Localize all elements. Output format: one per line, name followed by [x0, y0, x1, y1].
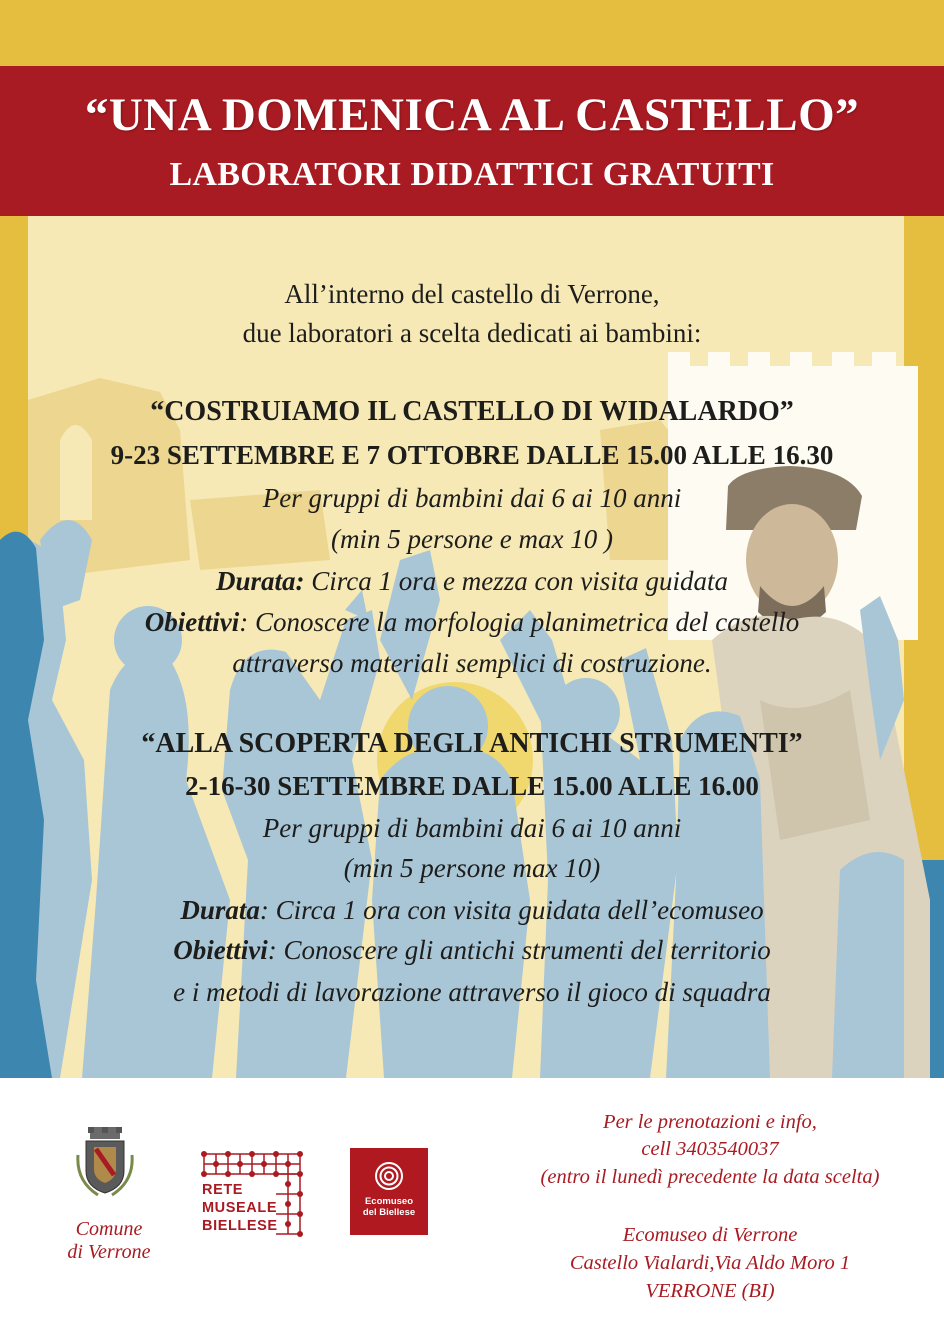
workshop-2-duration-text: : Circa 1 ora con visita guidata dell’ecomuseo [259, 895, 764, 925]
workshop-1-duration-text: Circa 1 ora e mezza con visita guidata [304, 566, 728, 596]
ecomuseo-spiral-icon [374, 1161, 404, 1191]
workshop-2-size: (min 5 persone max 10) [343, 853, 601, 883]
rete-label-line-1: RETE [202, 1182, 244, 1198]
contact-city: VERRONE (BI) [645, 1280, 775, 1302]
workshop-1-dates: 9-23 SETTEMBRE E 7 OTTOBRE DALLE 15.00 ALLE 16.30 [110, 440, 834, 470]
workshop-2-audience: Per gruppi di bambini dai 6 ai 10 anni [262, 813, 682, 843]
comune-crest-icon [74, 1125, 136, 1205]
ecomuseo-label-line-1: Ecomuseo [364, 1196, 414, 1207]
ecomuseo-label-line-2: del Biellese [362, 1207, 416, 1218]
workshop-2-dates: 2-16-30 SETTEMBRE DALLE 15.00 ALLE 16.00 [185, 771, 759, 801]
workshop-2-goals-text: : Conoscere gli antichi strumenti del territorio [267, 935, 771, 965]
workshop-2-goals-label: Obiettivi [173, 935, 268, 965]
workshop-1-goals-label: Obiettivi [144, 607, 240, 637]
contact-line-1: Per le prenotazioni e info, [603, 1111, 817, 1133]
rete-label-line-2: MUSEALE [202, 1200, 278, 1216]
workshop-1-goals-line-2: attraverso materiali semplici di costruzione. [232, 648, 712, 678]
workshop-2-goals [0, 935, 944, 966]
poster-subtitle: LABORATORI DIDATTICI GRATUITI [169, 156, 775, 193]
intro-line-1: All’interno del castello di Verrone, [284, 279, 660, 309]
contact-venue: Ecomuseo di Verrone [622, 1224, 798, 1246]
workshop-1-goals-text: : Conoscere la morfologia planimetrica del castello [239, 607, 800, 637]
workshop-1-size: (min 5 persone e max 10 ) [331, 524, 613, 554]
rete-label-line-3: BIELLESE [202, 1218, 278, 1234]
workshop-2-goals-line-2: e i metodi di lavorazione attraverso il gioco di squadra [173, 977, 771, 1007]
comune-name-line-2: di Verrone [67, 1241, 151, 1263]
workshop-2-duration [0, 895, 944, 926]
intro-line-2: due laboratori a scelta dedicati ai bambini: [242, 318, 702, 348]
header-band [0, 66, 944, 216]
workshop-1-goals [0, 607, 944, 638]
workshop-1-audience: Per gruppi di bambini dai 6 ai 10 anni [262, 483, 682, 513]
contact-booking-note: (entro il lunedì precedente la data scelta) [540, 1166, 880, 1188]
contact-address: Castello Vialardi,Via Aldo Moro 1 [569, 1252, 851, 1274]
comune-name-line-1: Comune [75, 1218, 143, 1240]
poster-title: “UNA DOMENICA AL CASTELLO” [84, 89, 860, 141]
workshop-1-title: “COSTRUIAMO IL CASTELLO DI WIDALARDO” [150, 396, 794, 427]
ecomuseo-label [350, 1196, 428, 1218]
workshop-1-duration-label: Durata: [216, 566, 305, 596]
workshop-2-title: “ALLA SCOPERTA DEGLI ANTICHI STRUMENTI” [141, 728, 803, 759]
workshop-1-duration [0, 566, 944, 597]
contact-phone: cell 3403540037 [641, 1138, 779, 1160]
workshop-2-duration-label: Durata [180, 895, 260, 925]
